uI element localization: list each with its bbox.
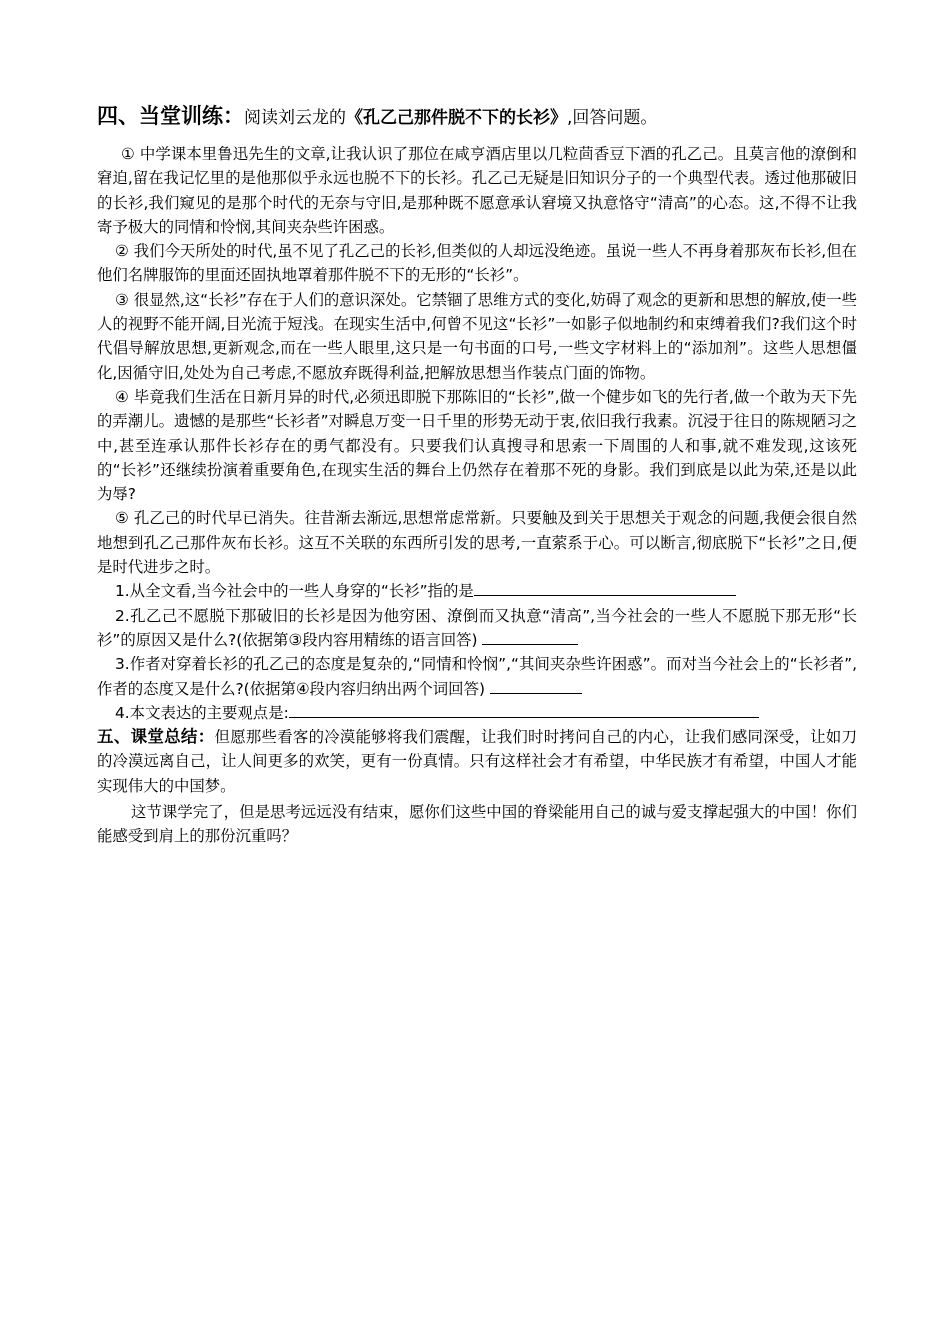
- paragraph-1: ① 中学课本里鲁迅先生的文章,让我认识了那位在咸亨酒店里以几粒茴香豆下酒的孔乙己。且莫言他的潦倒和窘迫,留在我记忆里的是他那似乎永远也脱不下的长衫。孔乙己无疑是旧知识分子的一个典型代表。透过他那破旧的长衫,我们窥见的是那个时代的无奈与守旧,是那种既不愿意承认窘境又执意恪守“清高”的心态。这,不得不让我寄予极大的同情和怜悯,其间夹杂些许困惑。: [97, 145, 857, 236]
- closing-paragraph: 这节课学完了，但是思考远远没有结束，愿你们这些中国的脊梁能用自己的诚与爱支撑起强大的中国！你们能感受到肩上的那份沉重吗？: [97, 803, 857, 846]
- section-4-intro: 阅读刘云龙的: [244, 108, 346, 128]
- question-2-text: 2.孔乙己不愿脱下那破旧的长衫是因为他穷困、潦倒而又执意“清高”,当今社会的一些人不愿脱下那无形“长衫”的原因又是什么?(依据第③段内容用精练的语言回答): [97, 606, 857, 649]
- question-2: [97, 604, 857, 653]
- answer-blank-3[interactable]: [490, 677, 582, 694]
- answer-blank-1[interactable]: [474, 579, 736, 596]
- answer-blank-2[interactable]: [482, 628, 578, 645]
- question-3: [97, 652, 857, 701]
- paragraph-2: ② 我们今天所处的时代,虽不见了孔乙己的长衫,但类似的人却远没绝迹。虽说一些人不再身着那灰布长衫,但在他们名牌服饰的里面还固执地罩着那件脱不下的无形的“长衫”。: [97, 242, 857, 285]
- section-4-suffix: ,回答问题。: [567, 108, 658, 128]
- question-1: [97, 579, 857, 603]
- paragraph-5: ⑤ 孔乙己的时代早已消失。往昔渐去渐远,思想常虑常新。只要触及到关于思想关于观念的问题,我便会很自然地想到孔乙己那件灰布长衫。这互不关联的东西所引发的思考,一直萦系于心。可以断言,彻底脱下“长衫”之日,便是时代进步之时。: [97, 509, 857, 577]
- section-4-label: 四、当堂训练：: [97, 104, 244, 128]
- article-title: 《孔乙己那件脱不下的长衫》: [346, 108, 567, 128]
- question-4: [97, 701, 857, 725]
- question-3-text: 3.作者对穿着长衫的孔乙己的态度是复杂的,“同情和怜悯”,“其间夹杂些许困惑”。而对当今社会上的“长衫者”,作者的态度又是什么?(依据第④段内容归纳出两个词回答): [97, 655, 857, 698]
- paragraph-3: ③ 很显然,这“长衫”存在于人们的意识深处。它禁锢了思维方式的变化,妨碍了观念的更新和思想的解放,使一些人的视野不能开阔,目光流于短浅。在现实生活中,何曾不见这“长衫”一如影子似地制约和束缚着我们?我们这个时代倡导解放思想,更新观念,而在一些人眼里,这只是一句书面的口号,一些文字材料上的“添加剂”。这些人思想僵化,因循守旧,处处为自己考虑,不愿放弃既得利益,把解放思想当作装点门面的饰物。: [97, 290, 857, 382]
- answer-blank-4[interactable]: [289, 701, 759, 718]
- worksheet-page: [97, 100, 857, 849]
- question-4-text: 4.本文表达的主要观点是:: [115, 703, 289, 722]
- section-5-summary: [97, 725, 857, 798]
- section-5-label: 五、课堂总结：: [97, 727, 215, 747]
- paragraph-4: ④ 毕竟我们生活在日新月异的时代,必须迅即脱下那陈旧的“长衫”,做一个健步如飞的先行者,做一个敢为天下先的弄潮儿。遗憾的是那些“长衫者”对瞬息万变一日千里的形势无动于衷,依旧我行我素。沉浸于往日的陈规陋习之中,甚至连承认那件长衫存在的勇气都没有。只要我们认真搜寻和思索一下周围的人和事,就不难发现,这该死的“长衫”还继续扮演着重要角色,在现实生活的舞台上仍然存在着那不死的身影。我们到底是以此为荣,还是以此为辱?: [97, 387, 857, 504]
- section-4-heading: [97, 100, 857, 134]
- question-1-text: 1.从全文看,当今社会中的一些人身穿的“长衫”指的是: [115, 582, 474, 601]
- section-5-text: 但愿那些看客的冷漠能够将我们震醒，让我们时时拷问自己的内心，让我们感同深受，让如刀的冷漠远离自己，让人间更多的欢笑，更有一份真情。只有这样社会才有希望，中华民族才有希望，中国人才能实现伟大的中国梦。: [97, 728, 857, 795]
